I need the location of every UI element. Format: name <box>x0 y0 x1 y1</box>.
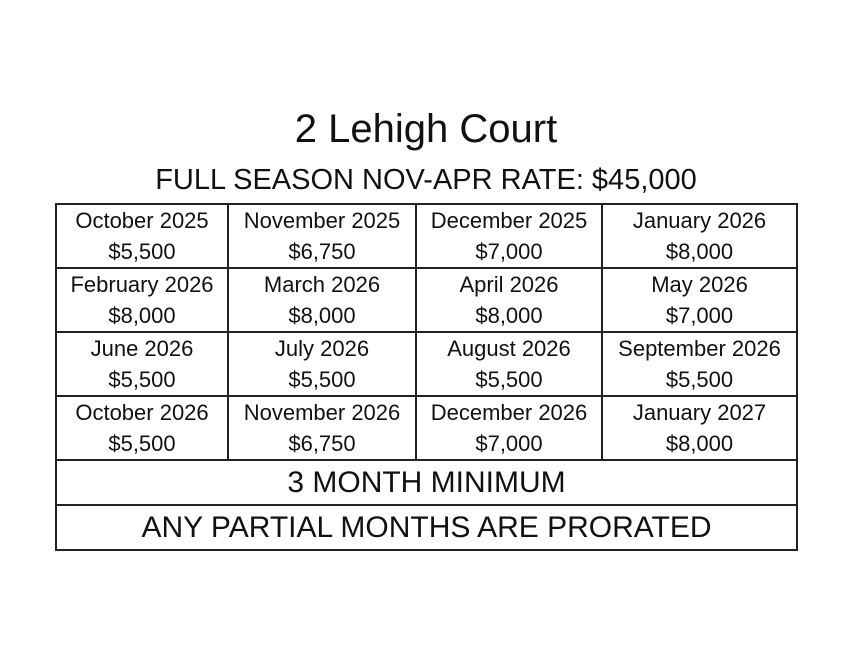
month-price: $7,000 <box>475 431 543 456</box>
rate-row <box>56 332 797 396</box>
month-price: $6,750 <box>288 239 356 264</box>
rate-cell <box>228 396 416 460</box>
monthly-rate-table <box>55 203 798 551</box>
month-price: $7,000 <box>665 303 734 328</box>
month-price: $8,000 <box>665 239 734 264</box>
footer-row <box>56 505 797 550</box>
month-label: April 2026 <box>459 272 559 297</box>
rate-cell <box>416 396 602 460</box>
rate-cell <box>228 332 416 396</box>
month-price: $7,000 <box>475 239 543 264</box>
rate-cell <box>602 268 797 332</box>
month-price: $5,500 <box>108 367 176 392</box>
rate-cell <box>416 204 602 268</box>
month-label: January 2027 <box>632 400 767 425</box>
minimum-stay-note: 3 MONTH MINIMUM <box>56 460 797 505</box>
rate-cell <box>228 204 416 268</box>
prorated-note: ANY PARTIAL MONTHS ARE PRORATED <box>56 505 797 550</box>
month-price: $6,750 <box>288 431 356 456</box>
month-label: November 2025 <box>243 208 401 233</box>
month-label: July 2026 <box>274 336 370 361</box>
rate-row <box>56 268 797 332</box>
month-label: November 2026 <box>243 400 401 425</box>
month-price: $5,500 <box>665 367 734 392</box>
month-price: $5,500 <box>108 431 176 456</box>
month-label: October 2026 <box>75 400 209 425</box>
page-title: 2 Lehigh Court <box>294 107 558 151</box>
month-price: $8,000 <box>288 303 356 328</box>
month-label: August 2026 <box>447 336 571 361</box>
month-price: $5,500 <box>475 367 543 392</box>
month-label: February 2026 <box>70 272 214 297</box>
rate-cell <box>602 332 797 396</box>
rate-row <box>56 204 797 268</box>
month-label: December 2026 <box>430 400 588 425</box>
month-label: September 2026 <box>618 336 781 361</box>
month-label: January 2026 <box>632 208 767 233</box>
month-price: $5,500 <box>288 367 356 392</box>
rate-cell <box>228 268 416 332</box>
rate-cell <box>56 332 228 396</box>
month-price: $8,000 <box>108 303 176 328</box>
month-label: May 2026 <box>651 272 748 297</box>
rate-cell <box>56 204 228 268</box>
rate-cell <box>56 396 228 460</box>
month-label: June 2026 <box>90 336 194 361</box>
rate-row <box>56 396 797 460</box>
rate-cell <box>416 332 602 396</box>
month-price: $8,000 <box>475 303 543 328</box>
footer-row <box>56 460 797 505</box>
rate-cell <box>602 204 797 268</box>
month-label: March 2026 <box>263 272 381 297</box>
rate-cell <box>56 268 228 332</box>
full-season-rate: FULL SEASON NOV-APR RATE: $45,000 <box>155 164 697 196</box>
rate-cell <box>416 268 602 332</box>
month-price: $8,000 <box>665 431 734 456</box>
month-price: $5,500 <box>108 239 176 264</box>
rate-cell <box>602 396 797 460</box>
month-label: December 2025 <box>430 208 588 233</box>
month-label: October 2025 <box>75 208 209 233</box>
